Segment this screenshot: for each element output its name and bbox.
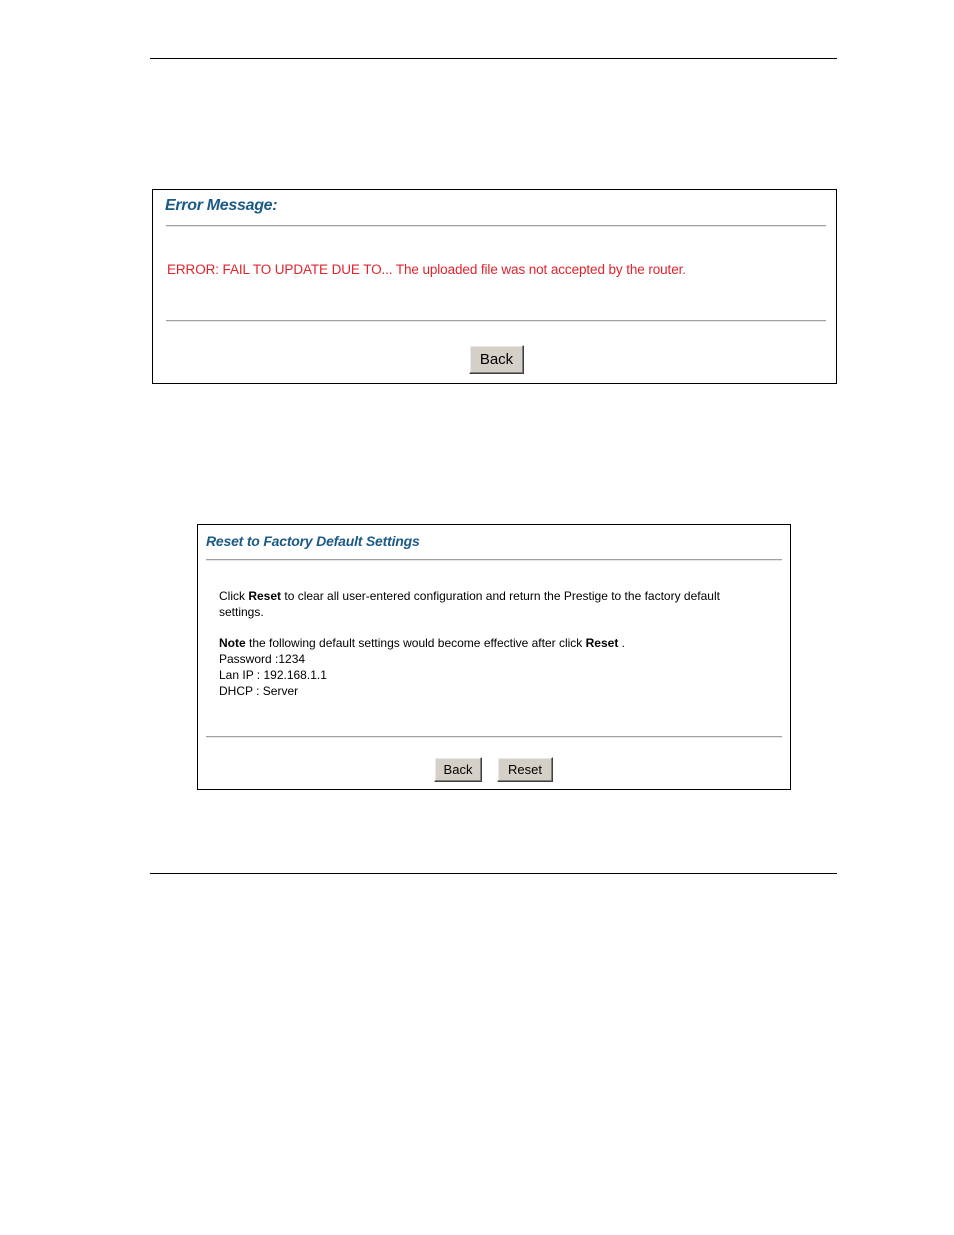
divider xyxy=(166,320,826,322)
note-line xyxy=(219,635,625,651)
divider xyxy=(206,559,782,561)
top-rule xyxy=(150,58,837,59)
reset-factory-defaults-panel xyxy=(197,524,791,790)
note-text: the following default settings would become effective after click xyxy=(245,636,586,650)
back-button[interactable]: Back xyxy=(469,345,524,374)
error-message-panel xyxy=(152,189,837,384)
default-dhcp: DHCP : Server xyxy=(219,684,299,698)
back-button[interactable]: Back xyxy=(434,757,482,782)
bottom-rule xyxy=(150,873,837,874)
error-panel-title: Error Message: xyxy=(165,197,278,214)
note-end: . xyxy=(618,636,625,650)
divider xyxy=(206,736,782,738)
note-label: Note xyxy=(219,636,246,650)
divider xyxy=(166,225,826,227)
reset-panel-title: Reset to Factory Default Settings xyxy=(206,533,420,549)
reset-instruction-line2: settings. xyxy=(219,605,264,619)
error-message-text: ERROR: FAIL TO UPDATE DUE TO... The uploaded file was not accepted by the router. xyxy=(167,262,686,277)
instruction-prefix: Click xyxy=(219,589,249,603)
instruction-reset-keyword: Reset xyxy=(248,589,282,603)
note-reset-keyword: Reset xyxy=(585,636,619,650)
reset-button[interactable]: Reset xyxy=(497,757,553,782)
default-lan-ip: Lan IP : 192.168.1.1 xyxy=(219,668,327,682)
default-password: Password :1234 xyxy=(219,652,306,666)
instruction-suffix: to clear all user-entered configuration and return the Prestige to the factory default xyxy=(281,589,720,603)
reset-instruction-line1 xyxy=(219,588,720,604)
